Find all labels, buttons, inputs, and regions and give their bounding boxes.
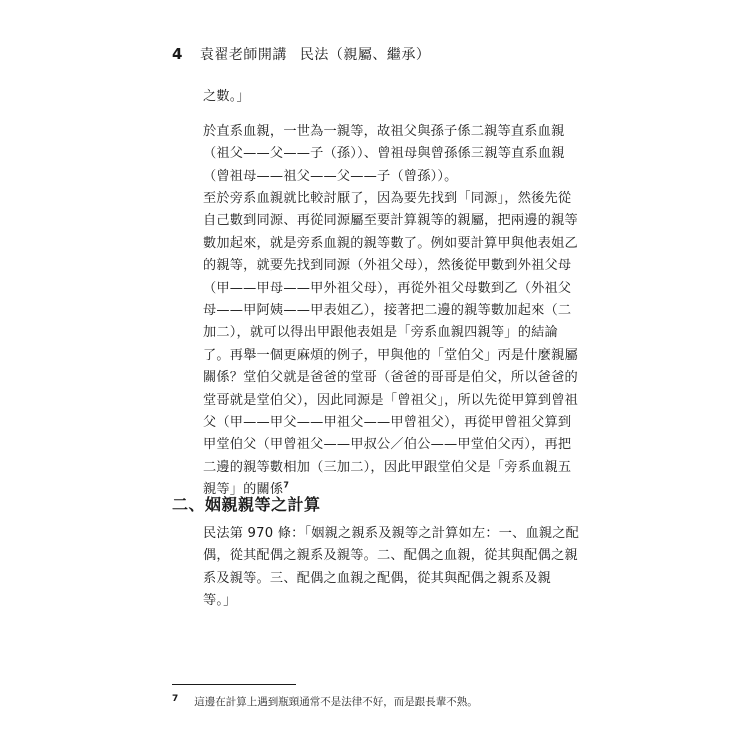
footnote-divider bbox=[172, 684, 296, 685]
paragraph-affinity bbox=[203, 523, 585, 613]
text-line-fragment: 親等」的關係 bbox=[203, 482, 284, 498]
text-line: 二邊的親等數相加（三加二），因此甲跟堂伯父是「旁系血親五 bbox=[203, 459, 572, 475]
text-line: 於直系血親，一世為一親等，故祖父與孫子係二親等直系血親 bbox=[203, 124, 565, 139]
footnote-reference[interactable]: 7 bbox=[283, 480, 290, 490]
text-line: （甲——甲母——甲外祖父母），再從外祖父母數到乙（外祖父 bbox=[203, 280, 572, 296]
paragraph-continuation bbox=[203, 86, 585, 108]
footnote-text: 這邊在計算上遇到瓶頸通常不是法律不好，而是跟長輩不熟。 bbox=[194, 696, 478, 708]
text-line: 加二），就可以得出甲跟他表姐是「旁系血親四親等」的結論 bbox=[203, 325, 558, 341]
text-line: 自己數到同源、再從同源屬至要計算親等的親屬，把兩邊的親等 bbox=[203, 213, 578, 229]
text-line: 的親等，就要先找到同源（外祖父母），然後從甲數到外祖父母 bbox=[203, 258, 572, 274]
text-line: 民法第 970 條：「姻親之親系及親等之計算如左：一、血親之配 bbox=[203, 526, 580, 541]
text-line: 至於旁系血親就比較討厭了，因為要先找到「同源」，然後先從 bbox=[203, 191, 572, 206]
running-header bbox=[172, 44, 430, 65]
chapter-title: 民法（親屬、繼承） bbox=[299, 47, 431, 63]
text-line: 之數。」 bbox=[203, 89, 250, 104]
paragraph-direct-line bbox=[203, 121, 585, 188]
text-line: （曾祖母——祖父——父——子（曾孫））。 bbox=[203, 168, 458, 184]
text-line: （祖父——父——子（孫））、曾祖母與曾孫係三親等直系血親 bbox=[203, 146, 565, 162]
text-line: 甲堂伯父（甲曾祖父——甲叔公／伯公——甲堂伯父丙），再把 bbox=[203, 437, 572, 453]
text-line: 等。」 bbox=[203, 593, 237, 609]
text-line: 母——甲阿姨——甲表姐乙），接著把二邊的親等數加起來（二 bbox=[203, 302, 572, 318]
paragraph-collateral-line bbox=[203, 188, 585, 501]
text-line: 系及親等。三、配偶之血親之配偶，從其與配偶之親系及親 bbox=[203, 570, 552, 586]
section-heading: 二、姻親親等之計算 bbox=[172, 495, 321, 514]
page-number: 4 bbox=[172, 45, 183, 63]
footnote bbox=[172, 694, 478, 710]
book-title: 袁翟老師開講 bbox=[199, 47, 287, 63]
text-line: 了。再舉一個更麻煩的例子，甲與他的「堂伯父」丙是什麼親屬 bbox=[203, 347, 578, 363]
text-line: 數加起來，就是旁系血親的親等數了。例如要計算甲與他表姐乙 bbox=[203, 235, 578, 251]
text-line: 堂哥就是堂伯父），因此同源是「曾祖父」，所以先從甲算到曾祖 bbox=[203, 392, 579, 408]
text-line: 偶，從其配偶之親系及親等。二、配偶之血親，從其與配偶之親 bbox=[203, 548, 578, 564]
text-line: 關係？堂伯父就是爸爸的堂哥（爸爸的哥哥是伯父，所以爸爸的 bbox=[203, 370, 578, 386]
footnote-number: 7 bbox=[172, 693, 179, 704]
text-line: 父（甲——甲父——甲祖父——甲曾祖父），再從甲曾祖父算到 bbox=[203, 414, 572, 430]
